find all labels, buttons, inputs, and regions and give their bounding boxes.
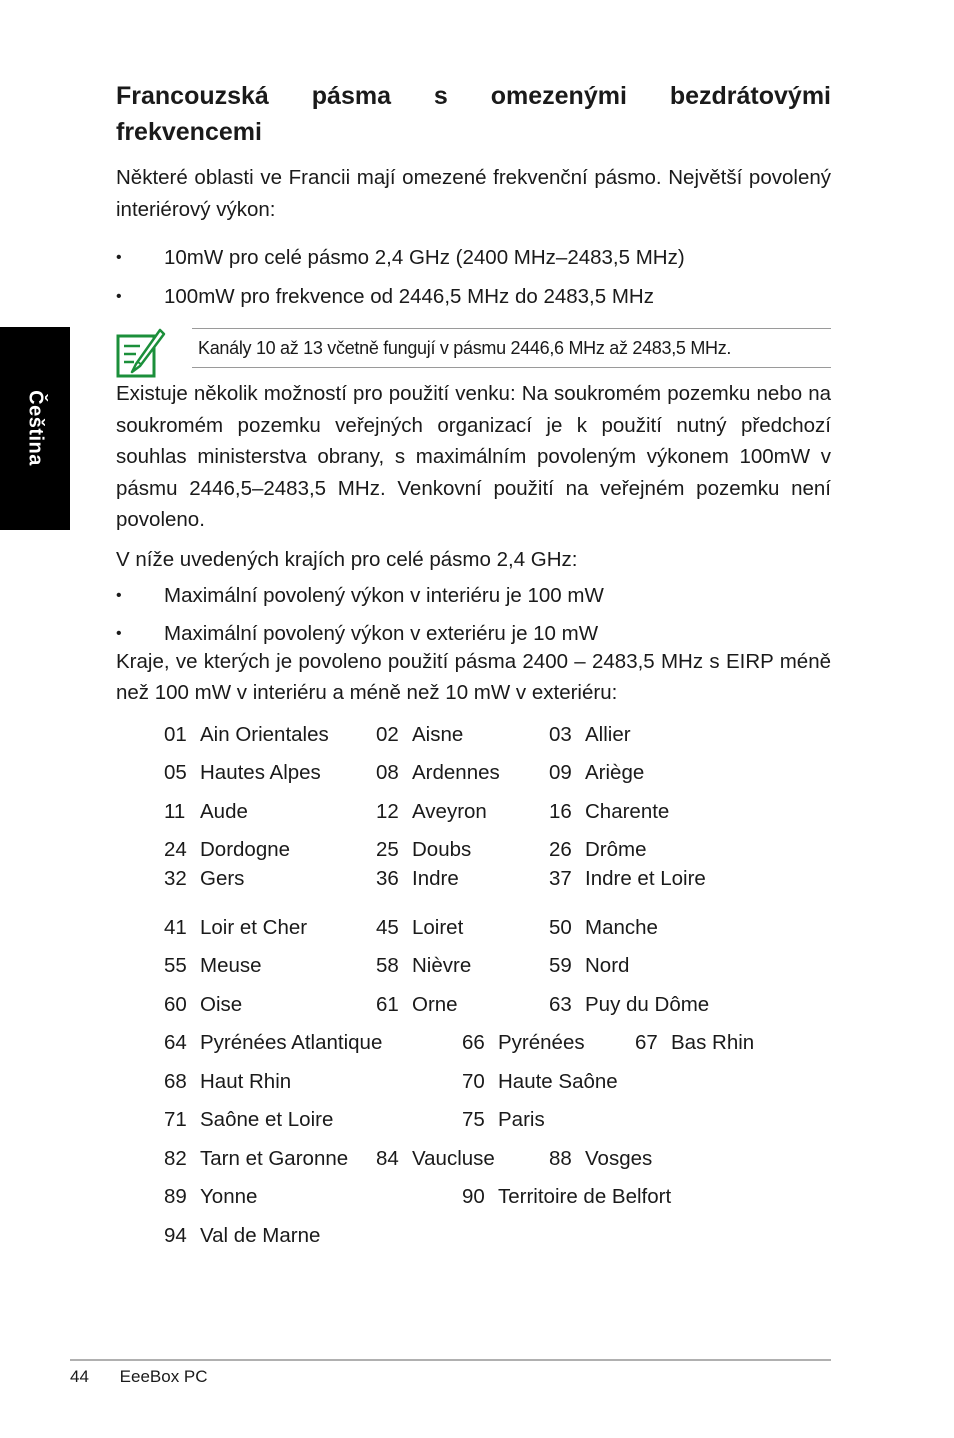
department-number: 68 [164,1069,187,1093]
department-number: 64 [164,1031,187,1054]
regions-power-list [116,577,831,652]
department-item [376,865,459,893]
intro-paragraph: Některé oblasti ve Francii mají omezené frekvenční pásmo. Největší povolený interiérový výkon: [116,166,831,221]
department-name: Aisne [412,722,464,746]
department-number: 90 [462,1185,485,1208]
department-item [164,914,307,942]
department-number: 59 [549,954,572,977]
department-item [549,798,669,826]
department-item [164,1068,291,1096]
department-name: Aude [200,799,248,823]
department-number: 88 [549,1146,572,1170]
department-item [462,1068,618,1096]
department-number: 61 [376,992,399,1016]
department-item [549,865,706,893]
department-item [635,1029,754,1057]
department-name: Paris [498,1108,545,1131]
department-item [376,759,500,787]
department-item [549,721,631,749]
department-name: Territoire de Belfort [498,1185,672,1208]
department-name: Val de Marne [200,1223,321,1247]
department-name: Drôme [585,838,647,861]
page-number: 44 [70,1367,89,1386]
department-name: Allier [585,722,631,746]
department-number: 02 [376,722,399,746]
department-name: Orne [412,992,458,1016]
department-number: 03 [549,722,572,746]
department-item [376,1145,495,1173]
department-name: Indre et Loire [585,866,706,890]
department-item [164,1029,382,1057]
department-number: 82 [164,1146,187,1170]
note-pencil-icon [116,328,168,380]
department-number: 26 [549,838,572,861]
department-name: Manche [585,915,658,939]
department-name: Loir et Cher [200,915,308,939]
department-name: Loiret [412,915,464,939]
department-number: 71 [164,1108,187,1131]
department-item [164,952,262,980]
department-name: Hautes Alpes [200,761,321,784]
department-item [164,865,244,893]
department-number: 37 [549,866,572,890]
list-item: • Maximální povolený výkon v exteriéru je 10 mW [116,616,831,652]
department-name: Puy du Dôme [585,992,710,1016]
department-number: 24 [164,838,187,861]
department-name: Tarn et Garonne [200,1146,349,1170]
department-item [549,914,658,942]
language-tab [0,327,70,530]
departments-grid [164,721,831,1247]
department-name: Ain Orientales [200,722,329,746]
department-item [549,991,709,1019]
language-tab-label: Čeština [24,390,47,466]
eirp-paragraph: Kraje, ve kterých je povoleno použití pásma 2400 – 2483,5 MHz s EIRP méně než 100 mW v interiéru a méně než 10 mW v exteriéru: [116,649,831,704]
department-number: 08 [376,761,399,784]
department-item [164,1145,348,1173]
department-number: 94 [164,1223,187,1247]
department-number: 05 [164,761,187,784]
list-item: • Maximální povolený výkon v interiéru je 100 mW [116,577,831,616]
department-item [376,991,458,1019]
regions-paragraph: V níže uvedených krajích pro celé pásmo 2,4 GHz: [116,547,578,571]
page-title: Francouzská pásma s omezenými bezdrátovými frekvencemi [116,82,831,146]
power-limits-list [116,239,831,316]
department-item [462,1029,585,1057]
department-number: 58 [376,954,399,977]
department-name: Bas Rhin [671,1031,755,1054]
department-name: Gers [200,866,245,890]
department-number: 66 [462,1031,485,1054]
department-name: Indre [412,866,459,890]
department-name: Aveyron [412,799,487,823]
department-name: Saône et Loire [200,1108,334,1131]
department-item [164,1222,320,1250]
department-item [376,952,471,980]
department-name: Doubs [412,838,472,861]
department-item [376,798,487,826]
department-number: 41 [164,915,187,939]
department-item [549,836,647,864]
department-number: 11 [164,799,186,823]
department-number: 25 [376,838,399,861]
department-number: 60 [164,992,187,1016]
department-number: 36 [376,866,399,890]
list-item: • 100mW pro frekvence od 2446,5 MHz do 2483,5 MHz [116,278,831,317]
department-name: Haut Rhin [200,1069,292,1093]
department-name: Dordogne [200,838,291,861]
department-name: Yonne [200,1185,258,1208]
department-item [462,1106,545,1134]
department-number: 01 [164,722,187,746]
department-item [376,914,463,942]
department-name: Pyrénées Atlantique [200,1031,383,1054]
department-item [376,721,463,749]
page-content [116,78,831,1247]
department-item [462,1183,671,1211]
department-name: Haute Saône [498,1069,618,1093]
department-name: Nièvre [412,954,472,977]
department-name: Meuse [200,954,262,977]
department-number: 67 [635,1031,658,1054]
department-item [376,836,471,864]
department-item [549,1145,652,1173]
department-name: Ardennes [412,761,500,784]
department-number: 32 [164,866,187,890]
product-name: EeeBox PC [119,1367,208,1386]
department-number: 70 [462,1069,485,1093]
department-name: Oise [200,992,243,1016]
department-item [164,721,329,749]
department-item [164,1183,257,1211]
department-number: 89 [164,1185,187,1208]
page-footer [70,1367,234,1387]
department-name: Vaucluse [412,1146,495,1170]
department-number: 16 [549,799,572,823]
department-number: 09 [549,761,572,784]
department-number: 84 [376,1146,399,1170]
department-item [164,798,248,826]
department-name: Ariège [585,761,645,784]
department-number: 12 [376,799,399,823]
footer-divider [70,1359,831,1361]
department-number: 63 [549,992,572,1016]
department-name: Nord [585,954,630,977]
note-block [116,328,831,384]
department-item [164,759,321,787]
department-item [549,759,644,787]
list-item: • 10mW pro celé pásmo 2,4 GHz (2400 MHz–2483,5 MHz) [116,239,831,278]
department-name: Vosges [585,1146,653,1170]
department-item [549,952,629,980]
note-text: Kanály 10 až 13 včetně fungují v pásmu 2446,6 MHz až 2483,5 MHz. [192,328,831,368]
department-number: 75 [462,1108,485,1131]
department-item [164,991,242,1019]
department-item [164,1106,333,1134]
department-name: Charente [585,799,670,823]
department-number: 55 [164,954,187,977]
outdoor-paragraph: Existuje několik možností pro použití venku: Na soukromém pozemku nebo na soukromém pozemku veřejných organizací je k použití nutný předchozí souhlas ministerstva obrany, s maximálním povoleným výkonem 100mW v pásmu 2446,5–2483,5 MHz. Venkovní použití na veřejném pozemku není povoleno. [116,382,831,531]
department-number: 50 [549,915,572,939]
department-number: 45 [376,915,399,939]
department-name: Pyrénées [498,1031,585,1054]
department-item [164,836,290,864]
